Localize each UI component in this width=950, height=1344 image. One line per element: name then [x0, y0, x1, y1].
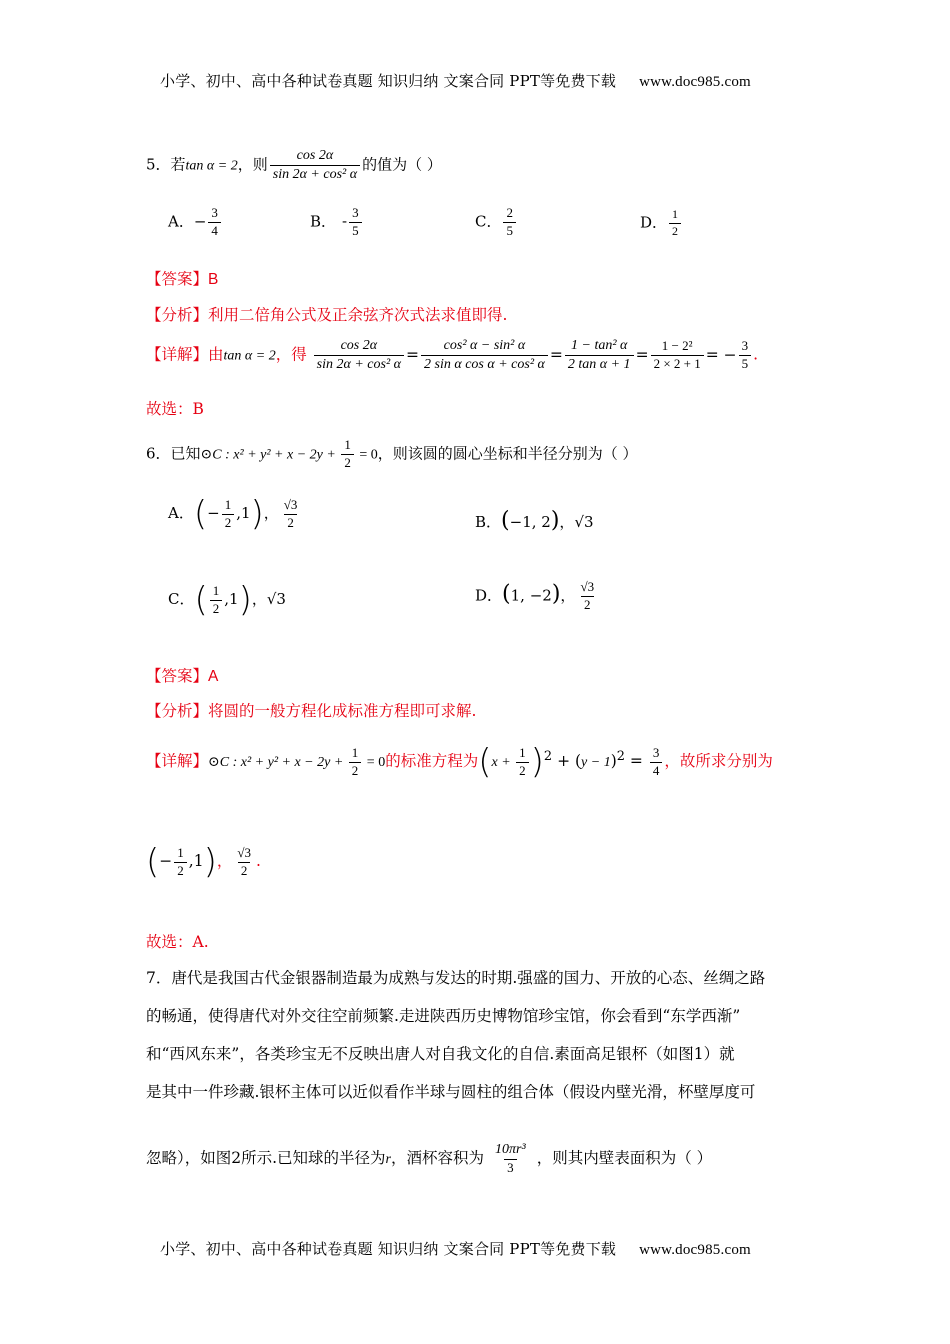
- detail-frac3-den: 2 tan α + 1: [565, 355, 634, 373]
- option-label: B．: [475, 513, 502, 531]
- q6-option-b: B．(−1, 2)，√3: [475, 508, 594, 533]
- option-den: 4: [208, 222, 221, 239]
- q7-line-4: 是其中一件珍藏.银杯主体可以近似看作半球与圆柱的组合体（假设内壁光滑，杯壁厚度可: [146, 1083, 756, 1101]
- detail-frac5-den: 5: [739, 355, 752, 372]
- option-den: 5: [349, 222, 362, 239]
- opt-r-den: 2: [581, 596, 594, 613]
- analysis-tag: 【分析】: [146, 702, 209, 720]
- q5-tail: 的值为（ ）: [362, 155, 442, 174]
- detail-frac2-num: cos² α − sin² α: [443, 338, 526, 353]
- q5-expression: [270, 148, 360, 183]
- opt-point: 1, −2: [510, 586, 552, 605]
- detail-equation: ⊙C : x² + y² + x − 2y +: [208, 755, 347, 770]
- q6-choose: [146, 930, 209, 952]
- opt-point: −1, 2: [509, 513, 551, 531]
- opt-num: 1: [212, 582, 220, 598]
- option-den: 2: [669, 223, 681, 239]
- detail-tail: ，故所求分别为: [664, 752, 773, 770]
- option-num: 3: [211, 205, 218, 220]
- question-5: [146, 148, 442, 183]
- q6-tail: ，则该圆的圆心坐标和半径分别为（ ）: [377, 444, 638, 463]
- option-label: A．: [168, 212, 194, 231]
- q6-answer: [146, 664, 218, 686]
- q5-option-c: [475, 206, 518, 239]
- q7-line5-b: ，酒杯容积为: [391, 1149, 485, 1168]
- header-text: 小学、初中、高中各种试卷真题 知识归纳 文案合同 PPT等免费下载: [160, 72, 617, 90]
- opt-radius: √3: [266, 590, 286, 608]
- detail-frac5-num: 3: [741, 338, 749, 354]
- choose-text: 故选：B: [146, 400, 204, 418]
- option-label: C．: [168, 590, 195, 608]
- q5-detail: 【详解】由tan α = 2，得 $\frac{\cos 2\alpha}{\text{sin 2α + cos² α}}$ = $\frac{\text{cos² α − sin² α}}{\text{2 sin α cos α + cos² α}}$ = $\frac{\text{1 − tan² α}}{\text{2 tan α + 1}}$ = $\frac{\text{1 − 2²}}{2 \times 2 + 1}$ = − $\frac{3}{5}$ .: [146, 338, 759, 373]
- q5-expr-numerator: cos 2α: [296, 148, 334, 163]
- footer-text: 小学、初中、高中各种试卷真题 知识归纳 文案合同 PPT等免费下载: [160, 1240, 617, 1258]
- q5-expr-denominator: sin 2α + cos² α: [270, 165, 360, 183]
- q7-line-1: 7．唐代是我国古代金银器制造最为成熟与发达的时期.强盛的国力、开放的心态、丝绸之路: [146, 969, 766, 987]
- q6-number: 6．已知: [146, 444, 201, 463]
- opt-num: 1: [224, 496, 232, 512]
- option-label: D．: [475, 586, 503, 605]
- q5-choose: [146, 397, 204, 419]
- question-6: [146, 438, 638, 471]
- opt-rest: ,1: [224, 590, 239, 608]
- q5-option-b: [310, 206, 364, 239]
- page-header: [160, 70, 751, 91]
- q7-line-2: 的畅通，使得唐代对外交往空前频繁.走进陕西历史博物馆珍宝馆，你会看到“东学西渐”: [146, 1007, 741, 1025]
- q5-connector: ，则: [237, 155, 268, 174]
- detail-rhs-den: 4: [650, 762, 663, 779]
- detail-frac1-num: cos 2α: [340, 338, 378, 353]
- detail-frac4-num: 1 − 2²: [661, 338, 693, 354]
- q5-number: 5．若: [146, 155, 186, 174]
- opt-radius: √3: [574, 513, 594, 531]
- q7-volume-num: 10πr³: [495, 1142, 526, 1157]
- detail-std-b: y − 1: [581, 755, 611, 770]
- q7-radius: r: [385, 1152, 391, 1168]
- option-num: 2: [506, 205, 513, 220]
- q5-condition: tan α = 2: [185, 158, 238, 174]
- q5-option-a: [168, 206, 223, 239]
- detail-tag: 【详解】: [146, 752, 209, 770]
- option-num: 1: [672, 207, 679, 221]
- q7-line-5: [146, 1142, 712, 1176]
- q6-equation: ⊙C : x² + y² + x − 2y +: [200, 447, 340, 463]
- detail-tag: 【详解】: [146, 345, 209, 364]
- analysis-tag: 【分析】: [146, 306, 209, 324]
- q6-analysis: [146, 699, 476, 721]
- opt-r-den: 2: [284, 514, 297, 531]
- q6-option-a: A．(− $\frac{1}{2}$ ,1)， $\frac{√3}{2}$: [168, 494, 302, 534]
- opt-den: 2: [210, 600, 223, 617]
- q7-line5-c: ，则其内壁表面积为（ ）: [536, 1149, 713, 1168]
- option-den: 5: [503, 222, 516, 239]
- answer-tag: 【答案】: [146, 667, 209, 685]
- answer-value: B: [208, 271, 219, 288]
- q7-line-3: 和“西风东来”，各类珍宝无不反映出唐人对自我文化的自信.素面高足银杯（如图1）就: [146, 1045, 735, 1063]
- option-label: C．: [475, 212, 502, 231]
- q6-half-den: 2: [341, 454, 354, 471]
- q6-option-d: D．(1, −2)， $\frac{√3}{2}$: [475, 580, 599, 613]
- opt-den: 2: [222, 514, 235, 531]
- option-label: D．: [640, 213, 668, 232]
- q6-detail: 【详解】⊙C : x² + y² + x − 2y + $\frac{1}{2}$ = 0的标准方程为(x + $\frac{1}{2}$ )$^2 + (y - 1)^2$ = $\frac{3}{4}$ ，故所求分别为: [146, 742, 773, 782]
- detail-get: ，得: [275, 345, 307, 364]
- option-label: A．: [168, 504, 194, 522]
- option-sign: -: [342, 212, 348, 231]
- detail-std-a: x +: [491, 755, 515, 770]
- q5-answer: [146, 267, 218, 289]
- detail-mid: 的标准方程为: [385, 752, 479, 770]
- option-num: 3: [352, 205, 359, 220]
- detail-condition: tan α = 2: [223, 348, 276, 364]
- q6-option-c: C．( $\frac{1}{2}$ ,1)，√3: [168, 580, 286, 620]
- opt-rest: ,1: [236, 504, 251, 522]
- q6-equation-end: = 0: [355, 447, 378, 463]
- analysis-text: 将圆的一般方程化成标准方程即可求解.: [208, 702, 477, 720]
- option-sign: −: [193, 212, 207, 231]
- detail-frac4-den: 2 × 2 + 1: [651, 355, 704, 372]
- q7-volume-den: 3: [504, 1159, 517, 1176]
- detail-frac3-num: 1 − tan² α: [571, 338, 628, 353]
- choose-text: 故选：A.: [146, 933, 209, 951]
- q6-detail-result: (− $\frac{1}{2}$ ,1)， $\frac{√3}{2}$ .: [146, 842, 261, 882]
- detail-frac2-den: 2 sin α cos α + cos² α: [421, 355, 548, 373]
- answer-tag: 【答案】: [146, 270, 209, 288]
- q6-half-num: 1: [344, 437, 351, 452]
- answer-value: A: [208, 668, 219, 685]
- detail-equation-end: = 0: [363, 755, 386, 770]
- footer-url: www.doc985.com: [639, 1242, 751, 1258]
- q7-line5-a: 忽略），如图2所示.已知球的半径为: [146, 1149, 386, 1168]
- header-url: www.doc985.com: [639, 74, 751, 90]
- detail-rhs-num: 3: [652, 744, 660, 760]
- q5-option-d: [640, 208, 683, 239]
- option-label: B．: [310, 212, 337, 231]
- opt-r-num: √3: [283, 496, 298, 512]
- q5-analysis: [146, 303, 507, 325]
- detail-pre: 由: [208, 345, 224, 364]
- detail-frac1-den: sin 2α + cos² α: [314, 355, 404, 373]
- opt-r-num: √3: [580, 579, 595, 594]
- analysis-text: 利用二倍角公式及正余弦齐次式法求值即得.: [208, 306, 508, 324]
- page-footer: [160, 1238, 751, 1259]
